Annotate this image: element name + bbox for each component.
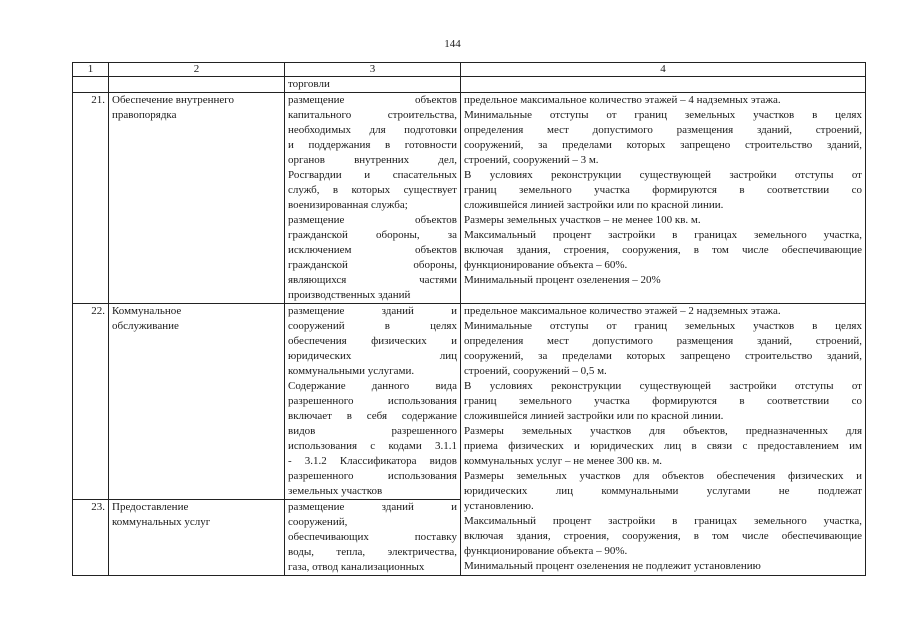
cell-line: включая здания, строения, сооружения, в том числе обеспечивающие [464,530,862,542]
cell-line: Размеры земельных участков – не менее 100 кв. м. [464,214,701,226]
cell-line: обеспечивающих поставку [288,531,457,543]
cell-line: коммунальных услуг [112,516,211,528]
cell-line: разрешенного использования [288,395,457,407]
cell-line: служб, в которых существует [288,184,457,196]
cell-line: определения мест допустимого размещения зданий, строений, [464,124,862,136]
cell-line: размещение объектов [288,214,457,226]
use-type-name [109,500,285,576]
header-cell-3: 3 [285,63,461,77]
cell-line: Минимальные отступы от границ земельных участков в целях [464,109,862,121]
row-number: 21. [73,93,109,304]
cell-line: обеспечения физических и [288,335,457,347]
zoning-table [72,62,866,576]
use-type-description [285,93,461,304]
cell-line: Максимальный процент застройки в границах земельного участка, [464,515,862,527]
cell-line: необходимых для подготовки [288,124,457,136]
empty-cell [109,77,285,93]
continuation-text: торговли [285,77,461,93]
cell-line: производственных зданий [288,289,411,301]
cell-line: сооружений, за пределами которых запрещено строительство зданий, [464,350,862,362]
cell-line: границ земельного участка формируются в соответствии со [464,395,862,407]
cell-line: Минимальный процент озеленения не подлежит установлению [464,560,761,572]
header-cell-2: 2 [109,63,285,77]
table-row [73,304,866,500]
cell-line: Минимальные отступы от границ земельных участков в целях [464,320,862,332]
cell-line: газа, отвод канализационных [288,561,425,573]
empty-cell [73,77,109,93]
cell-line: обслуживание [112,320,179,332]
cell-line: Обеспечение внутреннего [112,94,235,106]
cell-line: включая здания, строения, сооружения, в том числе обеспечивающие [464,244,862,256]
cell-line: размещение объектов [288,94,457,106]
cell-line: Содержание данного вида [288,380,457,392]
cell-line: Максимальный процент застройки в границах земельного участка, [464,229,862,241]
cell-line: сложившейся линией застройки или по красной линии. [464,410,724,422]
cell-line: В условиях реконструкции существующей застройки отступы от [464,380,862,392]
cell-line: и поддержания в готовности [288,139,457,151]
cell-line: Минимальный процент озеленения – 20% [464,274,661,286]
cell-line: сложившейся линией застройки или по красной линии. [464,199,724,211]
cell-line: определения мест допустимого размещения зданий, строений, [464,335,862,347]
row-number: 22. [73,304,109,500]
cell-line: исключением объектов [288,244,457,256]
row-number: 23. [73,500,109,576]
cell-line: видов разрешенного [288,425,457,437]
cell-line: функционирование объекта – 60%. [464,259,628,271]
cell-line: Размеры земельных участков для объектов, предназначенных для [464,425,862,437]
use-type-description [285,304,461,500]
header-cell-4: 4 [461,63,866,77]
cell-line: функционирование объекта – 90%. [464,545,628,557]
cell-line: установлению. [464,500,534,512]
cell-line: сооружений в целях [288,320,457,332]
cell-line: использования с кодами 3.1.1 [288,440,457,452]
cell-line: размещение зданий и [288,501,457,513]
cell-line: разрешенного использования [288,470,457,482]
use-type-parameters [461,93,866,304]
cell-line: земельных участков [288,485,383,497]
cell-line: гражданской обороны, [288,259,457,271]
cell-line: юридических лиц [288,350,457,362]
cell-line: размещение зданий и [288,305,457,317]
cell-line: воды, тепла, электричества, [288,546,457,558]
cell-line: предельное максимальное количество этажей – 2 надземных этажа. [464,305,781,317]
cell-line: военизированная служба; [288,199,408,211]
use-type-name [109,304,285,500]
cell-line: Росгвардии и спасательных [288,169,457,181]
use-type-name [109,93,285,304]
cell-line: строений, сооружений – 0,5 м. [464,365,607,377]
cell-line: являющихся частями [288,274,457,286]
cell-line: капитального строительства, [288,109,457,121]
page-number: 144 [444,38,461,50]
table-header-row [73,63,866,77]
cell-line: гражданской обороны, за [288,229,457,241]
cell-line: Коммунальное [112,305,182,317]
cell-line: коммунальных услуг – не менее 300 кв. м. [464,455,663,467]
cell-line: органов внутренних дел, [288,154,457,166]
cell-line: сооружений, [288,516,348,528]
empty-cell [461,77,866,93]
cell-line: границ земельного участка формируются в соответствии со [464,184,862,196]
use-type-parameters [461,304,866,576]
cell-line: коммунальными услугами. [288,365,415,377]
cell-line: В условиях реконструкции существующей застройки отступы от [464,169,862,181]
cell-line: юридических лиц коммунальными услугами не подлежат [464,485,862,497]
cell-line: включает в себя содержание [288,410,457,422]
cell-line: предельное максимальное количество этажей – 4 надземных этажа. [464,94,781,106]
cell-line: сооружений, за пределами которых запрещено строительство зданий, [464,139,862,151]
cell-line: - 3.1.2 Классификатора видов [288,455,457,467]
cell-line: приема физических и юридических лиц в связи с предоставлением им [464,440,862,452]
table-row [73,93,866,304]
cell-line: Предоставление [112,501,189,513]
cell-line: строений, сооружений – 3 м. [464,154,599,166]
cell-line: правопорядка [112,109,177,121]
cell-line: Размеры земельных участков для объектов обеспечения физических и [464,470,862,482]
header-cell-1: 1 [73,63,109,77]
continuation-row [73,77,866,93]
use-type-description [285,500,461,576]
